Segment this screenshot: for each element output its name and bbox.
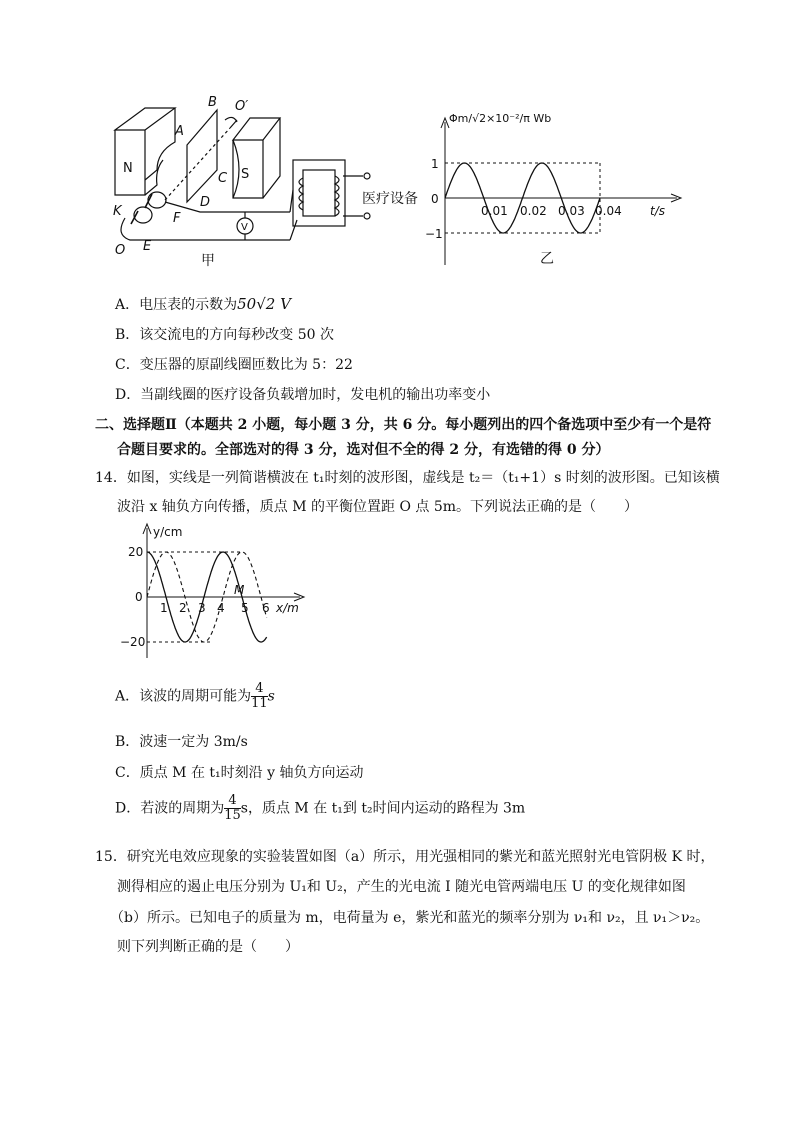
wave-x-tick-5: 5	[241, 601, 249, 615]
label-s: S	[241, 167, 250, 182]
label-d: D	[200, 195, 211, 210]
label-n: N	[123, 161, 133, 176]
q14-option-a	[115, 682, 275, 711]
section2-line2: 合题目要求的。全部选对的得 3 分，选对但不全的得 2 分，有选错的得 0 分）	[117, 442, 610, 458]
wave-x-tick-2: 2	[179, 601, 187, 615]
flux-graph	[425, 100, 695, 270]
label-o: O	[115, 243, 126, 258]
q14-option-a-text: A．该波的周期可能为	[115, 688, 252, 705]
y-axis-label: Φm/√2×10⁻²/π Wb	[449, 112, 552, 125]
x-tick-003: 0.03	[558, 204, 585, 218]
wave-x-label: x/m	[276, 601, 299, 615]
section2-line1: 二、选择题Ⅱ（本题共 2 小题，每小题 3 分，共 6 分。每小题列出的四个备选项中至少有一个是符	[95, 417, 712, 433]
point-m-label: M	[234, 583, 245, 597]
q14-option-d-fraction	[224, 794, 241, 823]
q14-option-c: C．质点 M 在 t₁时刻沿 y 轴负方向运动	[115, 765, 364, 781]
label-c: C	[218, 171, 228, 186]
wave-x-tick-4: 4	[217, 601, 225, 615]
x-axis-label: t/s	[650, 204, 665, 218]
q14-option-d-text: D．若波的周期为	[115, 800, 225, 817]
label-o-prime: O′	[235, 99, 249, 114]
wave-x-tick-1: 1	[160, 601, 168, 615]
wave-graph	[110, 520, 310, 660]
q14-stem-line1: 14．如图，实线是一列简谐横波在 t₁时刻的波形图，虚线是 t₂＝（t₁+1）s 时刻的波形图。已知该横	[95, 470, 720, 486]
q15-stem-line2: 测得相应的遏止电压分别为 U₁和 U₂，产生的光电流 I 随光电管两端电压 U 的变化规律如图	[117, 879, 686, 895]
label-f: F	[173, 211, 181, 226]
q14-option-a-unit: s	[267, 688, 275, 705]
y-tick-1: 1	[431, 157, 439, 171]
x-tick-001: 0.01	[481, 204, 508, 218]
label-b: B	[208, 95, 217, 110]
q14-option-d-rest: s，质点 M 在 t₁到 t₂时间内运动的路程为 3m	[240, 800, 526, 817]
frac-den: 15	[224, 808, 241, 823]
q13-option-b: B．该交流电的方向每秒改变 50 次	[115, 327, 335, 343]
caption-yi: 乙	[540, 251, 554, 267]
q13-option-a-value: 50√2 V	[237, 295, 291, 313]
wave-x-tick-6: 6	[262, 601, 270, 615]
q15-stem-line4: 则下列判断正确的是（ ）	[117, 939, 299, 955]
voltmeter-label: V	[241, 222, 248, 233]
q13-option-a-text: A．电压表的示数为	[115, 297, 238, 313]
wave-y-tick-0: 0	[135, 590, 143, 604]
frac-num: 4	[251, 682, 268, 697]
y-tick-0: 0	[431, 192, 439, 206]
q13-option-a	[115, 294, 291, 314]
x-tick-004: 0.04	[595, 204, 622, 218]
q13-option-c: C．变压器的原副线圈匝数比为 5：22	[115, 357, 353, 373]
q15-stem-line1: 15．研究光电效应现象的实验装置如图（a）所示，用光强相同的紫光和蓝光照射光电管阴极 K 时，	[95, 849, 715, 865]
q14-option-b: B．波速一定为 3m/s	[115, 734, 248, 750]
q14-option-a-fraction	[251, 682, 268, 711]
generator-diagram	[105, 90, 435, 270]
label-a: A	[175, 124, 184, 139]
y-tick-neg1: −1	[425, 227, 443, 241]
frac-den: 11	[251, 696, 268, 711]
wave-y-label: y/cm	[153, 525, 183, 539]
x-tick-002: 0.02	[520, 204, 547, 218]
q14-option-d	[115, 794, 525, 823]
label-k: K	[113, 204, 122, 219]
wave-x-tick-3: 3	[198, 601, 206, 615]
label-e: E	[143, 239, 152, 254]
q15-stem-line3: （b）所示。已知电子的质量为 m，电荷量为 e，紫光和蓝光的频率分别为 ν₁和 ν₂，且 ν₁＞ν₂。	[110, 910, 710, 926]
device-label: 医疗设备	[362, 191, 418, 207]
frac-num: 4	[224, 794, 241, 809]
caption-jia: 甲	[201, 253, 215, 269]
wave-y-tick-20: 20	[128, 545, 144, 559]
wave-y-tick-neg20: −20	[120, 635, 146, 649]
q13-option-d: D．当副线圈的医疗设备负载增加时，发电机的输出功率变小	[115, 387, 491, 403]
q14-stem-line2: 波沿 x 轴负方向传播，质点 M 的平衡位置距 O 点 5m。下列说法正确的是（ ）	[117, 499, 639, 515]
